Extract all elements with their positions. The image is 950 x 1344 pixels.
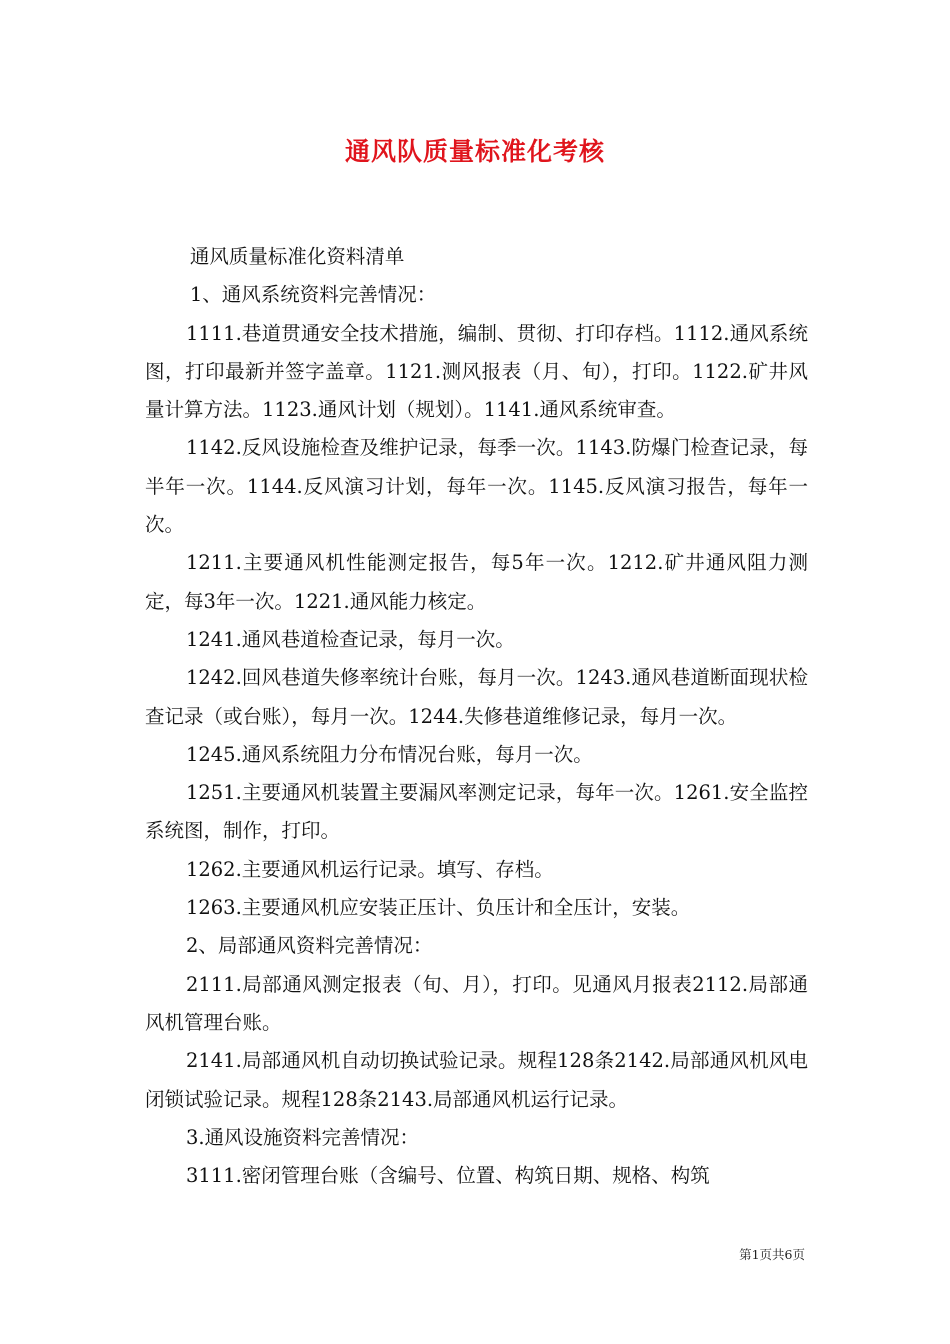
document-title: 通风队质量标准化考核	[344, 137, 605, 166]
paragraph-1241: 1241.通风巷道检查记录，每月一次。	[185, 627, 515, 651]
paragraph-1245: 1245.通风系统阻力分布情况台账，每月一次。	[185, 742, 593, 766]
document-body	[145, 238, 808, 1195]
page-indicator: 第1页共6页	[739, 1247, 805, 1262]
paragraph-1142: 1142.反风设施检查及维护记录，每季一次。1143.防爆门检查记录，每半年一次。1144.反风演习计划，每年一次。1145.反风演习报告，每年一次。	[145, 436, 808, 537]
paragraph-1242: 1242.回风巷道失修率统计台账，每月一次。1243.通风巷道断面现状检查记录（或台账），每月一次。1244.失修巷道维修记录，每月一次。	[145, 666, 808, 728]
paragraph-2111: 2111.局部通风测定报表（旬、月），打印。见通风月报表2112.局部通风机管理台账。	[145, 972, 808, 1034]
paragraph-section-2-heading: 2、局部通风资料完善情况：	[185, 934, 433, 958]
paragraph-list-heading: 通风质量标准化资料清单	[189, 245, 405, 268]
paragraph-1211: 1211.主要通风机性能测定报告，每5年一次。1212.矿井通风阻力测定，每3年一次。1221.通风能力核定。	[145, 551, 808, 613]
paragraph-3111: 3111.密闭管理台账（含编号、位置、构筑日期、规格、构筑	[185, 1164, 710, 1188]
paragraph-1263: 1263.主要通风机应安装正压计、负压计和全压计，安装。	[185, 896, 691, 920]
paragraph-1251: 1251.主要通风机装置主要漏风率测定记录，每年一次。1261.安全监控系统图，制作，打印。	[145, 781, 808, 843]
paragraph-1262: 1262.主要通风机运行记录。填写、存档。	[185, 857, 554, 881]
paragraph-section-1-heading: 1、通风系统资料完善情况：	[189, 283, 437, 307]
paragraph-section-3-heading: 3.通风设施资料完善情况：	[185, 1125, 420, 1149]
paragraph-2141: 2141.局部通风机自动切换试验记录。规程128条2142.局部通风机风电闭锁试验记录。规程128条2143.局部通风机运行记录。	[145, 1049, 808, 1111]
paragraph-1111: 1111.巷道贯通安全技术措施，编制、贯彻、打印存档。1112.通风系统图，打印最新并签字盖章。1121.测风报表（月、旬），打印。1122.矿井风量计算方法。1123.通风计划（规划）。1141.通风系统审查。	[145, 321, 808, 422]
